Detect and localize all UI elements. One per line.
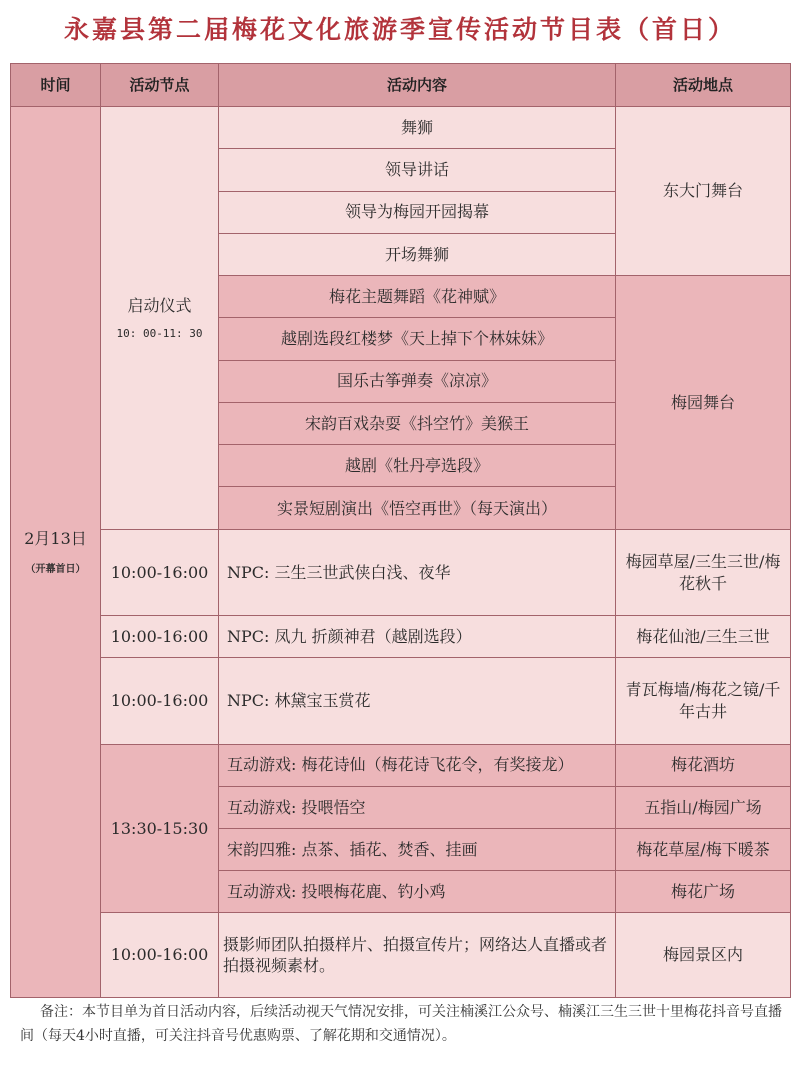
game-location: 五指山/梅园广场 bbox=[616, 786, 791, 828]
table-row bbox=[11, 658, 791, 744]
date-tag: （开幕首日） bbox=[25, 564, 86, 576]
header-node: 活动节点 bbox=[101, 64, 219, 107]
npc-content: NPC: 林黛宝玉赏花 bbox=[219, 658, 616, 744]
game-content: 互动游戏: 投喂悟空 bbox=[219, 786, 616, 828]
footnote: 备注：本节目单为首日活动内容，后续活动视天气情况安排，可关注楠溪江公众号、楠溪江三生三世十里梅花抖音号直播间（每天4小时直播，可关注抖音号优惠购票、了解花期和交通情况）。 bbox=[20, 1004, 782, 1044]
npc-content: NPC: 凤九 折颜神君（越剧选段） bbox=[219, 615, 616, 657]
ceremony-name: 启动仪式 bbox=[127, 296, 192, 316]
ceremony-item: 梅花主题舞蹈《花神赋》 bbox=[219, 276, 616, 318]
games-time: 13:30-15:30 bbox=[101, 744, 219, 913]
table-row bbox=[11, 913, 791, 998]
table-row bbox=[11, 107, 791, 149]
game-content: 互动游戏: 梅花诗仙（梅花诗飞花令，有奖接龙） bbox=[219, 744, 616, 786]
npc-time: 10:00-16:00 bbox=[101, 530, 219, 615]
ceremony-time: 10: 00-11: 30 bbox=[116, 326, 203, 340]
photo-content: 摄影师团队拍摄样片、拍摄宣传片；网络达人直播或者拍摄视频素材。 bbox=[219, 913, 616, 998]
npc-location: 梅园草屋/三生三世/梅花秋千 bbox=[616, 530, 791, 615]
table-row bbox=[11, 744, 791, 786]
npc-location: 梅花仙池/三生三世 bbox=[616, 615, 791, 657]
npc-time: 10:00-16:00 bbox=[101, 658, 219, 744]
table-row bbox=[11, 530, 791, 615]
ceremony-item: 宋韵百戏杂耍《抖空竹》美猴王 bbox=[219, 402, 616, 444]
location-east-gate-stage: 东大门舞台 bbox=[616, 107, 791, 276]
header-row bbox=[11, 64, 791, 107]
ceremony-item: 领导为梅园开园揭幕 bbox=[219, 191, 616, 233]
npc-time: 10:00-16:00 bbox=[101, 615, 219, 657]
npc-location: 青瓦梅墙/梅花之镜/千年古井 bbox=[616, 658, 791, 744]
table-row bbox=[11, 615, 791, 657]
npc-content: NPC: 三生三世武侠白浅、夜华 bbox=[219, 530, 616, 615]
header-location: 活动地点 bbox=[616, 64, 791, 107]
ceremony-item: 国乐古筝弹奏《凉凉》 bbox=[219, 360, 616, 402]
ceremony-item: 开场舞狮 bbox=[219, 233, 616, 275]
game-location: 梅花酒坊 bbox=[616, 744, 791, 786]
header-content: 活动内容 bbox=[219, 64, 616, 107]
ceremony-item: 实景短剧演出《悟空再世》（每天演出） bbox=[219, 487, 616, 530]
ceremony-cell bbox=[101, 107, 219, 530]
game-content: 宋韵四雅: 点茶、插花、焚香、挂画 bbox=[219, 828, 616, 870]
photo-time: 10:00-16:00 bbox=[101, 913, 219, 998]
ceremony-item: 领导讲话 bbox=[219, 149, 616, 191]
location-plum-stage: 梅园舞台 bbox=[616, 276, 791, 530]
date-cell bbox=[11, 107, 101, 998]
ceremony-item: 越剧《牡丹亭选段》 bbox=[219, 444, 616, 486]
header-time: 时间 bbox=[11, 64, 101, 107]
ceremony-item: 越剧选段红楼梦《天上掉下个林妹妹》 bbox=[219, 318, 616, 360]
game-content: 互动游戏: 投喂梅花鹿、钓小鸡 bbox=[219, 871, 616, 913]
schedule-table bbox=[10, 63, 791, 998]
date-label: 2月13日 bbox=[24, 528, 87, 548]
game-location: 梅花草屋/梅下暖茶 bbox=[616, 828, 791, 870]
game-location: 梅花广场 bbox=[616, 871, 791, 913]
ceremony-item: 舞狮 bbox=[219, 107, 616, 149]
photo-location: 梅园景区内 bbox=[616, 913, 791, 998]
page-title: 永嘉县第二届梅花文化旅游季宣传活动节目表（首日） bbox=[63, 15, 736, 44]
